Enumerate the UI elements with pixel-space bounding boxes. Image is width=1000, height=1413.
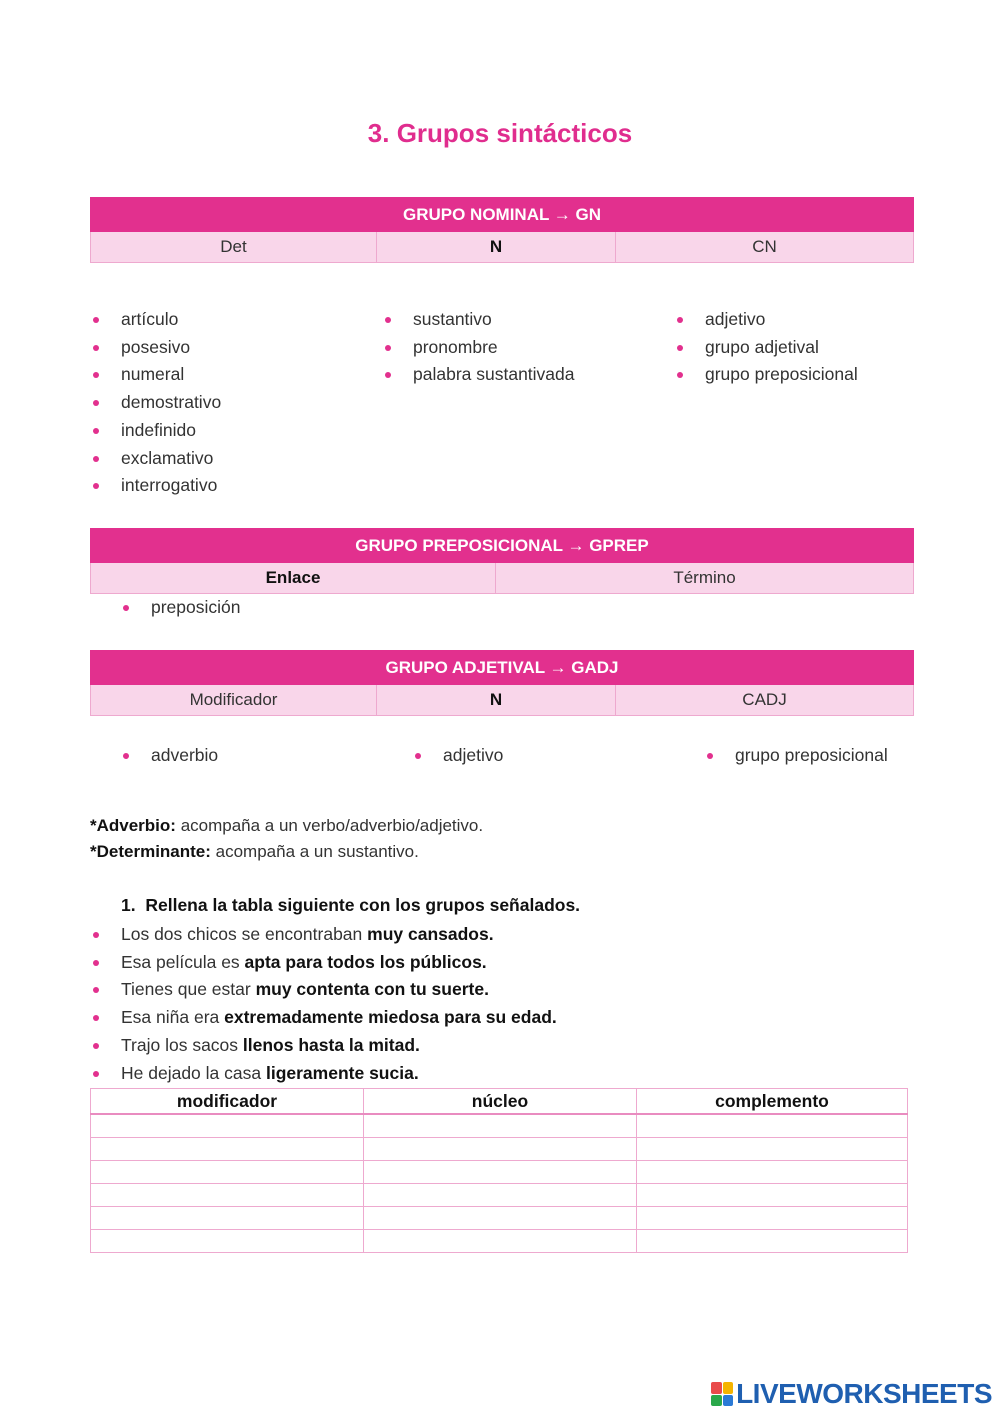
- list-item: grupo preposicional: [674, 361, 858, 389]
- bullet-icon: [385, 372, 391, 378]
- answer-cell[interactable]: [364, 1230, 637, 1253]
- bullet-icon: [677, 372, 683, 378]
- gn-columns-row: [90, 232, 914, 263]
- bullet-icon: [93, 372, 99, 378]
- answer-cell[interactable]: [637, 1114, 908, 1138]
- answer-cell[interactable]: [637, 1230, 908, 1253]
- list-item: Los dos chicos se encontraban muy cansados.: [90, 921, 557, 949]
- list-item: preposición: [120, 594, 241, 622]
- list-item: Esa niña era extremadamente miedosa para su edad.: [90, 1004, 557, 1032]
- list-item: posesivo: [90, 334, 221, 362]
- note-adverbio: *Adverbio: acompaña a un verbo/adverbio/adjetivo.: [90, 816, 484, 835]
- gn-col-det: Det: [91, 232, 377, 262]
- page-title: 3. Grupos sintácticos: [367, 118, 633, 148]
- list-item: sustantivo: [382, 306, 575, 334]
- list-item: adjetivo: [412, 742, 503, 770]
- table-row: [91, 1184, 908, 1207]
- gadj-mod-list: [120, 742, 218, 770]
- gn-col-cn: CN: [752, 237, 777, 256]
- table-row: [91, 1161, 908, 1184]
- list-item: exclamativo: [90, 445, 221, 473]
- answer-cell[interactable]: [91, 1230, 364, 1253]
- answer-cell[interactable]: [364, 1207, 637, 1230]
- gn-n-list: [382, 306, 575, 389]
- note-determinante: *Determinante: acompaña a un sustantivo.: [90, 842, 419, 861]
- gprep-col-enlace: Enlace: [91, 563, 496, 593]
- answer-cell[interactable]: [637, 1184, 908, 1207]
- liveworksheets-badge-icon: [711, 1382, 733, 1406]
- list-item: grupo adjetival: [674, 334, 858, 362]
- bullet-icon: [385, 317, 391, 323]
- answer-cell[interactable]: [91, 1114, 364, 1138]
- answer-col-modificador: modificador: [91, 1089, 364, 1115]
- bullet-icon: [93, 345, 99, 351]
- answer-cell[interactable]: [637, 1207, 908, 1230]
- answer-cell[interactable]: [91, 1207, 364, 1230]
- list-item: numeral: [90, 361, 221, 389]
- answer-cell[interactable]: [637, 1138, 908, 1161]
- list-item: Tienes que estar muy contenta con tu suerte.: [90, 976, 557, 1004]
- gn-table: [90, 197, 914, 263]
- gn-det-list: [90, 306, 221, 500]
- answer-cell[interactable]: [364, 1114, 637, 1138]
- gadj-col-mod: Modificador: [91, 685, 377, 715]
- gn-col-n: N: [377, 232, 616, 262]
- list-item: grupo preposicional: [704, 742, 888, 770]
- bullet-icon: [677, 317, 683, 323]
- bullet-icon: [93, 428, 99, 434]
- list-item: artículo: [90, 306, 221, 334]
- table-row: [91, 1207, 908, 1230]
- answer-table-header-row: [91, 1089, 908, 1115]
- bullet-icon: [415, 753, 421, 759]
- table-row: [91, 1230, 908, 1253]
- answer-cell[interactable]: [364, 1184, 637, 1207]
- answer-cell[interactable]: [91, 1161, 364, 1184]
- bullet-icon: [123, 753, 129, 759]
- list-item: pronombre: [382, 334, 575, 362]
- bullet-icon: [93, 483, 99, 489]
- bullet-icon: [93, 960, 99, 966]
- brand-text: LIVEWORKSHEETS: [736, 1378, 992, 1409]
- bullet-icon: [93, 1071, 99, 1077]
- list-item: Trajo los sacos llenos hasta la mitad.: [90, 1032, 557, 1060]
- gprep-header: GRUPO PREPOSICIONAL → GPREP: [90, 528, 914, 563]
- gadj-cadj-list: [704, 742, 888, 770]
- table-row: [91, 1114, 908, 1138]
- list-item: Esa película es apta para todos los públicos.: [90, 949, 557, 977]
- bullet-icon: [93, 932, 99, 938]
- gadj-table: [90, 650, 914, 716]
- bullet-icon: [123, 605, 129, 611]
- answer-cell[interactable]: [91, 1184, 364, 1207]
- bullet-icon: [707, 753, 713, 759]
- gprep-table: [90, 528, 914, 594]
- bullet-icon: [93, 400, 99, 406]
- bullet-icon: [93, 987, 99, 993]
- gn-header: GRUPO NOMINAL → GN: [90, 197, 914, 232]
- answer-cell[interactable]: [364, 1138, 637, 1161]
- answer-col-complemento: complemento: [637, 1089, 908, 1115]
- gprep-col-termino: Término: [673, 568, 736, 587]
- answer-cell[interactable]: [91, 1138, 364, 1161]
- bullet-icon: [93, 317, 99, 323]
- table-row: [91, 1138, 908, 1161]
- gadj-col-cadj: CADJ: [742, 690, 787, 709]
- list-item: indefinido: [90, 417, 221, 445]
- bullet-icon: [677, 345, 683, 351]
- answer-table: [90, 1088, 908, 1253]
- gn-cn-list: [674, 306, 858, 389]
- bullet-icon: [93, 1043, 99, 1049]
- gadj-header: GRUPO ADJETIVAL → GADJ: [90, 650, 914, 685]
- answer-col-nucleo: núcleo: [364, 1089, 637, 1115]
- list-item: palabra sustantivada: [382, 361, 575, 389]
- list-item: adverbio: [120, 742, 218, 770]
- list-item: He dejado la casa ligeramente sucia.: [90, 1060, 557, 1088]
- list-item: adjetivo: [674, 306, 858, 334]
- answer-cell[interactable]: [364, 1161, 637, 1184]
- gadj-col-n: N: [377, 685, 616, 715]
- gprep-columns-row: [90, 563, 914, 594]
- liveworksheets-logo[interactable]: [711, 1378, 992, 1410]
- list-item: interrogativo: [90, 472, 221, 500]
- answer-cell[interactable]: [637, 1161, 908, 1184]
- bullet-icon: [93, 456, 99, 462]
- exercise-sentence-list: [90, 921, 557, 1087]
- exercise-title: 1. Rellena la tabla siguiente con los grupos señalados.: [121, 895, 581, 915]
- gadj-columns-row: [90, 685, 914, 716]
- list-item: demostrativo: [90, 389, 221, 417]
- bullet-icon: [385, 345, 391, 351]
- gprep-enlace-list: [120, 594, 241, 622]
- bullet-icon: [93, 1015, 99, 1021]
- gadj-n-list: [412, 742, 503, 770]
